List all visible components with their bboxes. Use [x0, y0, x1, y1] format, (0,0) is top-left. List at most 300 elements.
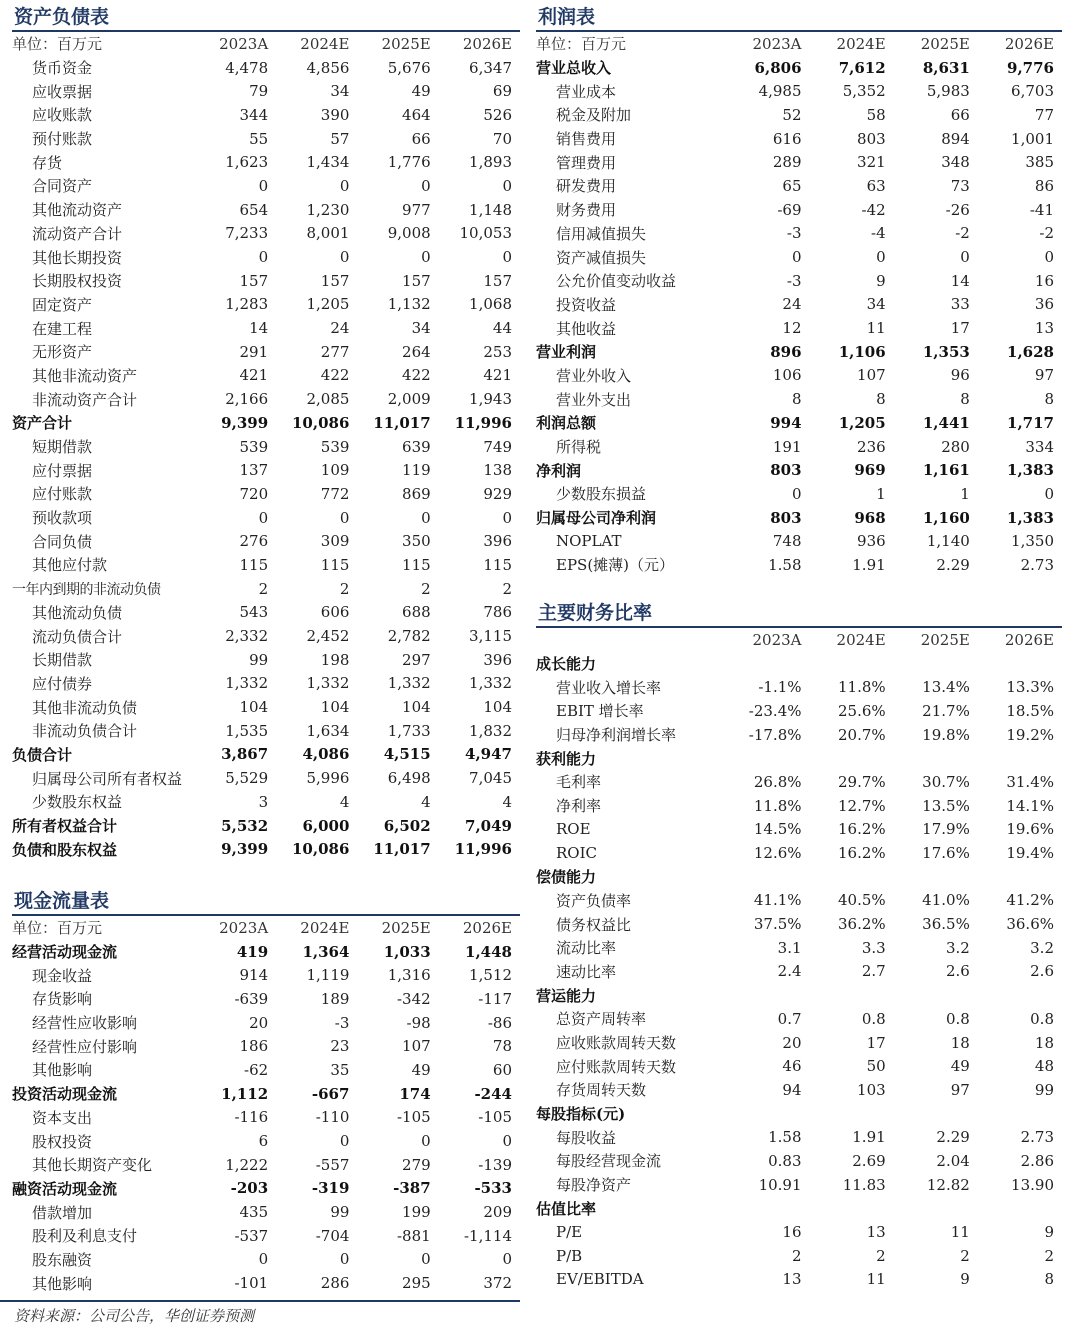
- cell-value: 23: [330, 1037, 350, 1056]
- row-label: 毛利率: [556, 773, 602, 792]
- cell-value: 115: [483, 555, 512, 574]
- cell-value: 115: [402, 555, 431, 574]
- year-header: 2025E: [920, 630, 970, 649]
- cell-value: 99: [1034, 1080, 1054, 1099]
- cell-value: 1,628: [1007, 342, 1054, 361]
- cell-value: 1,512: [469, 966, 512, 985]
- cell-value: 2.7: [861, 962, 886, 981]
- cell-value: 7,045: [469, 769, 512, 788]
- cell-value: 654: [239, 200, 269, 219]
- cell-value: 2: [876, 1246, 886, 1265]
- cell-value: 3.2: [945, 938, 970, 957]
- table-row: [536, 150, 1062, 174]
- cell-value: 1,535: [225, 721, 269, 740]
- cell-value: [894, 746, 978, 770]
- row-label: 其他长期资产变化: [32, 1156, 153, 1175]
- table-row: [12, 482, 520, 506]
- cell-value: 1,717: [1007, 413, 1054, 432]
- table-row: [536, 411, 1062, 435]
- cell-value: 5,529: [225, 769, 269, 788]
- cell-value: 1,112: [221, 1084, 269, 1103]
- cell-value: 12.7%: [838, 796, 886, 815]
- row-label: 流动负债合计: [32, 627, 123, 646]
- table-row: [536, 316, 1062, 340]
- cell-value: 8: [1044, 390, 1054, 409]
- cell-value: 10,086: [292, 840, 350, 859]
- unit-label: 单位：百万元: [12, 919, 103, 938]
- cell-value: 86: [1034, 176, 1054, 195]
- row-label: 成长能力: [536, 655, 597, 674]
- cell-value: 9: [876, 271, 886, 290]
- table-row: [12, 56, 520, 80]
- source-note: 资料来源：公司公告，华创证券预测: [14, 1307, 255, 1325]
- cell-value: 688: [402, 603, 431, 622]
- cell-value: 14: [950, 271, 970, 290]
- row-label: 所得税: [556, 438, 602, 457]
- cell-value: 16.2%: [838, 844, 886, 863]
- table-row: [536, 865, 1062, 889]
- cell-value: 34: [866, 295, 886, 314]
- cell-value: 157: [483, 271, 512, 290]
- cell-value: 277: [320, 342, 350, 361]
- header-row: [536, 628, 1062, 652]
- table-row: [12, 1271, 520, 1295]
- cell-value: 435: [239, 1203, 269, 1222]
- cell-value: 11,017: [373, 840, 431, 859]
- cell-value: 11,996: [454, 413, 512, 432]
- cell-value: 720: [239, 484, 269, 503]
- cell-value: 60: [492, 1060, 512, 1079]
- cell-value: 16: [1034, 271, 1054, 290]
- table-row: [12, 695, 520, 719]
- table-row: [12, 1248, 520, 1272]
- cell-value: 41.1%: [753, 891, 802, 910]
- cell-value: 1,332: [469, 674, 512, 693]
- table-row: [536, 553, 1062, 577]
- row-label: 归属母公司所有者权益: [32, 769, 183, 788]
- cell-value: [725, 652, 809, 676]
- cell-value: 1,283: [225, 295, 269, 314]
- cell-value: 1,132: [387, 295, 431, 314]
- cell-value: 11: [866, 319, 886, 338]
- cell-value: 29.7%: [838, 772, 886, 791]
- cell-value: 0.83: [768, 1151, 802, 1170]
- row-label: 偿债能力: [536, 868, 597, 887]
- row-label: 获利能力: [536, 749, 597, 768]
- cell-value: 969: [854, 461, 886, 480]
- cell-value: 49: [950, 1057, 970, 1076]
- row-label: 一年内到期的非流动负债: [12, 581, 161, 598]
- row-label: 每股经营现金流: [556, 1152, 662, 1171]
- cell-value: 280: [941, 437, 970, 456]
- row-label: 其他收益: [556, 319, 617, 338]
- cell-value: 1,383: [1007, 461, 1054, 480]
- cell-value: 421: [239, 366, 269, 385]
- cell-value: [978, 746, 1062, 770]
- cell-value: 109: [320, 461, 350, 480]
- row-label: 营业总收入: [536, 59, 612, 78]
- cell-value: 5,996: [306, 769, 350, 788]
- cell-value: 11.8%: [753, 796, 802, 815]
- cell-value: 104: [402, 698, 431, 717]
- cell-value: 2.73: [1020, 1128, 1054, 1147]
- cash-flow-panel: [12, 886, 520, 1295]
- table-row: [12, 198, 520, 222]
- table-row: [536, 1268, 1062, 1292]
- cell-value: -4: [871, 224, 886, 243]
- year-header: 2026E: [462, 34, 512, 53]
- header-row: [12, 916, 520, 940]
- cell-value: 2.6: [945, 962, 970, 981]
- cell-value: 8: [876, 390, 886, 409]
- row-label: EBIT 增长率: [556, 702, 644, 721]
- cell-value: -139: [478, 1155, 512, 1174]
- balance-sheet-panel: [12, 2, 520, 861]
- cell-value: 0: [876, 248, 886, 267]
- cell-value: -42: [861, 200, 886, 219]
- cell-value: 6,498: [387, 769, 431, 788]
- row-label: 合同负债: [32, 532, 93, 551]
- cell-value: 1,332: [225, 674, 269, 693]
- cell-value: 191: [772, 437, 802, 456]
- table-row: [12, 364, 520, 388]
- cell-value: 10,086: [292, 413, 350, 432]
- cell-value: 0.8: [945, 1009, 970, 1028]
- table-row: [536, 1220, 1062, 1244]
- cell-value: 1.91: [852, 1128, 886, 1147]
- row-label: 股利及利息支付: [32, 1227, 138, 1246]
- cell-value: 0: [1044, 484, 1054, 503]
- row-label: 其他影响: [32, 1061, 93, 1080]
- row-label: 应收票据: [32, 82, 93, 101]
- cell-value: 539: [239, 437, 269, 456]
- cell-value: 396: [483, 532, 512, 551]
- row-label: 存货影响: [32, 990, 93, 1009]
- table-row: [536, 794, 1062, 818]
- cell-value: [810, 746, 894, 770]
- year-header: 2023A: [219, 34, 269, 53]
- cell-value: 4,478: [225, 58, 269, 77]
- table-row: [12, 1153, 520, 1177]
- cell-value: 36.5%: [922, 915, 970, 934]
- unit-label: 单位：百万元: [12, 35, 103, 54]
- cell-value: 0: [339, 1132, 350, 1151]
- table-row: [536, 482, 1062, 506]
- row-label: 长期股权投资: [32, 272, 123, 291]
- cell-value: [894, 1102, 978, 1126]
- cell-value: 66: [411, 129, 431, 148]
- row-label: 少数股东权益: [32, 793, 123, 812]
- cell-value: 279: [402, 1155, 431, 1174]
- row-label: 非流动负债合计: [32, 722, 138, 741]
- balance-sheet-title: 资产负债表: [12, 2, 520, 32]
- cell-value: 14.1%: [1006, 796, 1054, 815]
- cell-value: 20: [782, 1033, 802, 1052]
- cell-value: 0: [421, 508, 431, 527]
- cell-value: 6,000: [302, 816, 350, 835]
- row-label: 营业外支出: [556, 390, 632, 409]
- cell-value: 16.2%: [838, 820, 886, 839]
- cell-value: 0: [339, 248, 350, 267]
- cell-value: 8,631: [922, 58, 970, 77]
- cell-value: 1,448: [465, 942, 512, 961]
- cell-value: 1,119: [306, 966, 350, 985]
- row-label: 其他应付款: [32, 556, 108, 575]
- cell-value: 1,350: [1011, 532, 1054, 551]
- row-label: 预付账款: [32, 130, 93, 149]
- cell-value: 994: [770, 413, 802, 432]
- row-label: 融资活动现金流: [12, 1179, 118, 1198]
- cell-value: 11,017: [373, 413, 431, 432]
- cell-value: 6: [258, 1132, 269, 1151]
- cell-value: 3.3: [861, 938, 886, 957]
- cell-value: 119: [402, 461, 431, 480]
- cell-value: 107: [857, 366, 886, 385]
- cell-value: -105: [478, 1108, 512, 1127]
- cell-value: 2: [1044, 1246, 1054, 1265]
- cell-value: 1,943: [469, 390, 512, 409]
- cell-value: -3: [334, 1013, 350, 1032]
- row-label: EV/EBITDA: [556, 1270, 644, 1289]
- cell-value: -557: [315, 1155, 350, 1174]
- cell-value: [894, 983, 978, 1007]
- table-row: [12, 837, 520, 861]
- row-label: 短期借款: [32, 438, 93, 457]
- year-header: 2023A: [752, 34, 802, 53]
- row-label: 现金收益: [32, 966, 93, 985]
- cell-value: 869: [402, 484, 431, 503]
- table-row: [12, 766, 520, 790]
- row-label: ROIC: [556, 844, 597, 863]
- cell-value: 0.8: [861, 1009, 886, 1028]
- header-row: [536, 32, 1062, 56]
- cell-value: 977: [402, 200, 431, 219]
- cell-value: 57: [330, 129, 350, 148]
- row-label: 预收款项: [32, 509, 93, 528]
- cell-value: 34: [330, 82, 350, 101]
- table-row: [536, 889, 1062, 913]
- cell-value: 52: [782, 105, 802, 124]
- table-row: [536, 364, 1062, 388]
- table-row: [12, 1106, 520, 1130]
- cell-value: 46: [782, 1057, 802, 1076]
- row-label: 应付票据: [32, 461, 93, 480]
- row-label: 股权投资: [32, 1132, 93, 1151]
- cell-value: 99: [330, 1203, 350, 1222]
- table-row: [536, 960, 1062, 984]
- cell-value: 13.90: [1011, 1175, 1054, 1194]
- row-label: 营业成本: [556, 82, 617, 101]
- cell-value: 236: [857, 437, 886, 456]
- cell-value: 13: [1034, 319, 1054, 338]
- cell-value: 0: [258, 248, 269, 267]
- cell-value: -244: [474, 1084, 512, 1103]
- row-label: 借款增加: [32, 1203, 93, 1222]
- cell-value: 1,434: [306, 153, 350, 172]
- cell-value: 0: [960, 248, 970, 267]
- table-row: [12, 940, 520, 964]
- cell-value: 0: [421, 1250, 431, 1269]
- cell-value: 104: [483, 698, 512, 717]
- cell-value: -116: [234, 1108, 269, 1127]
- cell-value: 4: [502, 792, 512, 811]
- cell-value: -2: [955, 224, 970, 243]
- cell-value: [978, 652, 1062, 676]
- row-label: 总资产周转率: [556, 1010, 647, 1029]
- cell-value: 189: [320, 989, 350, 1008]
- row-label: 投资活动现金流: [12, 1085, 118, 1104]
- cell-value: 4,947: [465, 745, 512, 764]
- cell-value: 41.0%: [922, 891, 970, 910]
- cell-value: 19.8%: [922, 725, 970, 744]
- cell-value: 289: [772, 153, 802, 172]
- table-row: [536, 340, 1062, 364]
- table-row: [12, 245, 520, 269]
- row-label: 速动比率: [556, 962, 617, 981]
- cell-value: 639: [402, 437, 431, 456]
- ratios-title: 主要财务比率: [536, 598, 1062, 628]
- cell-value: [894, 1197, 978, 1221]
- cell-value: 526: [483, 105, 512, 124]
- income-statement-table: [536, 32, 1062, 577]
- table-row: [536, 912, 1062, 936]
- cell-value: 2: [421, 579, 431, 598]
- row-label: 营业利润: [536, 343, 597, 362]
- year-header: 2023A: [219, 918, 269, 937]
- cell-value: 4,086: [302, 745, 350, 764]
- table-row: [12, 150, 520, 174]
- cell-value: 21.7%: [922, 701, 970, 720]
- cell-value: [810, 1102, 894, 1126]
- cell-value: 1: [876, 484, 886, 503]
- cell-value: 0: [421, 248, 431, 267]
- cell-value: 13.4%: [922, 678, 970, 697]
- year-header: 2026E: [1004, 34, 1054, 53]
- cell-value: 1: [960, 484, 970, 503]
- cell-value: 58: [866, 105, 886, 124]
- table-row: [12, 1200, 520, 1224]
- cell-value: 4,856: [306, 58, 350, 77]
- cell-value: 2.6: [1030, 962, 1054, 981]
- cell-value: -2: [1039, 224, 1054, 243]
- cell-value: 0: [339, 176, 350, 195]
- cell-value: 6,703: [1011, 82, 1054, 101]
- cell-value: -667: [311, 1084, 350, 1103]
- cell-value: 1,033: [383, 942, 431, 961]
- row-label: 财务费用: [556, 201, 617, 220]
- cell-value: 4,515: [383, 745, 431, 764]
- ratios-panel: [536, 598, 1062, 1291]
- cell-value: 1.58: [768, 555, 802, 574]
- cell-value: -101: [234, 1274, 269, 1293]
- table-row: [536, 936, 1062, 960]
- cell-value: [894, 865, 978, 889]
- balance-sheet-table: [12, 32, 520, 861]
- cell-value: 19.6%: [1006, 820, 1054, 839]
- table-row: [536, 174, 1062, 198]
- cell-value: 69: [492, 82, 512, 101]
- row-label: 在建工程: [32, 319, 93, 338]
- row-label: 营运能力: [536, 986, 597, 1005]
- cell-value: 11.8%: [838, 678, 886, 697]
- cell-value: 0: [339, 508, 350, 527]
- cell-value: 0: [1044, 248, 1054, 267]
- cell-value: 749: [483, 437, 512, 456]
- cell-value: 3: [258, 792, 269, 811]
- cell-value: 115: [320, 555, 350, 574]
- table-row: [12, 387, 520, 411]
- table-row: [536, 222, 1062, 246]
- cell-value: 9: [1044, 1223, 1054, 1242]
- cell-value: -319: [311, 1179, 350, 1198]
- cell-value: 36.6%: [1006, 915, 1054, 934]
- year-header: 2024E: [300, 34, 350, 53]
- cell-value: 7,233: [225, 224, 269, 243]
- cell-value: 419: [236, 942, 269, 961]
- cell-value: [978, 983, 1062, 1007]
- row-label: 存货周转天数: [556, 1081, 647, 1100]
- cell-value: [725, 746, 809, 770]
- row-label: 长期借款: [32, 651, 93, 670]
- table-row: [536, 293, 1062, 317]
- row-label: 其他流动资产: [32, 201, 123, 220]
- cell-value: 97: [1034, 366, 1054, 385]
- cell-value: 0: [502, 176, 512, 195]
- cell-value: 115: [239, 555, 269, 574]
- table-row: [12, 1177, 520, 1201]
- cell-value: 7,049: [465, 816, 512, 835]
- cell-value: 1,148: [469, 200, 512, 219]
- table-row: [536, 458, 1062, 482]
- cell-value: 40.5%: [838, 891, 886, 910]
- cell-value: -117: [478, 989, 512, 1008]
- row-label: 应收账款: [32, 106, 93, 125]
- cell-value: 0: [258, 508, 269, 527]
- cell-value: 2: [960, 1246, 970, 1265]
- cell-value: 286: [320, 1274, 350, 1293]
- cell-value: 65: [782, 176, 802, 195]
- cell-value: [725, 983, 809, 1007]
- table-row: [12, 222, 520, 246]
- cell-value: 8,001: [306, 224, 350, 243]
- row-label: 净利率: [556, 797, 602, 816]
- cell-value: 344: [239, 105, 269, 124]
- cell-value: [978, 865, 1062, 889]
- cell-value: 2,166: [225, 390, 269, 409]
- cell-value: 48: [1034, 1057, 1054, 1076]
- table-row: [12, 411, 520, 435]
- unit-label: [536, 628, 725, 652]
- row-label: P/E: [556, 1223, 583, 1242]
- cell-value: 2.86: [1020, 1151, 1054, 1170]
- table-row: [12, 458, 520, 482]
- cell-value: 390: [320, 105, 350, 124]
- cell-value: [810, 983, 894, 1007]
- table-row: [536, 529, 1062, 553]
- cell-value: 94: [782, 1080, 802, 1099]
- table-row: [536, 841, 1062, 865]
- cell-value: 1,140: [926, 532, 970, 551]
- footer-rule: [0, 1300, 520, 1302]
- cell-value: 18: [1034, 1033, 1054, 1052]
- row-label: 利润总额: [536, 414, 597, 433]
- cell-value: 0: [258, 176, 269, 195]
- table-row: [12, 79, 520, 103]
- row-label: 管理费用: [556, 153, 617, 172]
- cell-value: -98: [406, 1013, 431, 1032]
- cell-value: 253: [483, 342, 512, 361]
- cell-value: 4,985: [758, 82, 802, 101]
